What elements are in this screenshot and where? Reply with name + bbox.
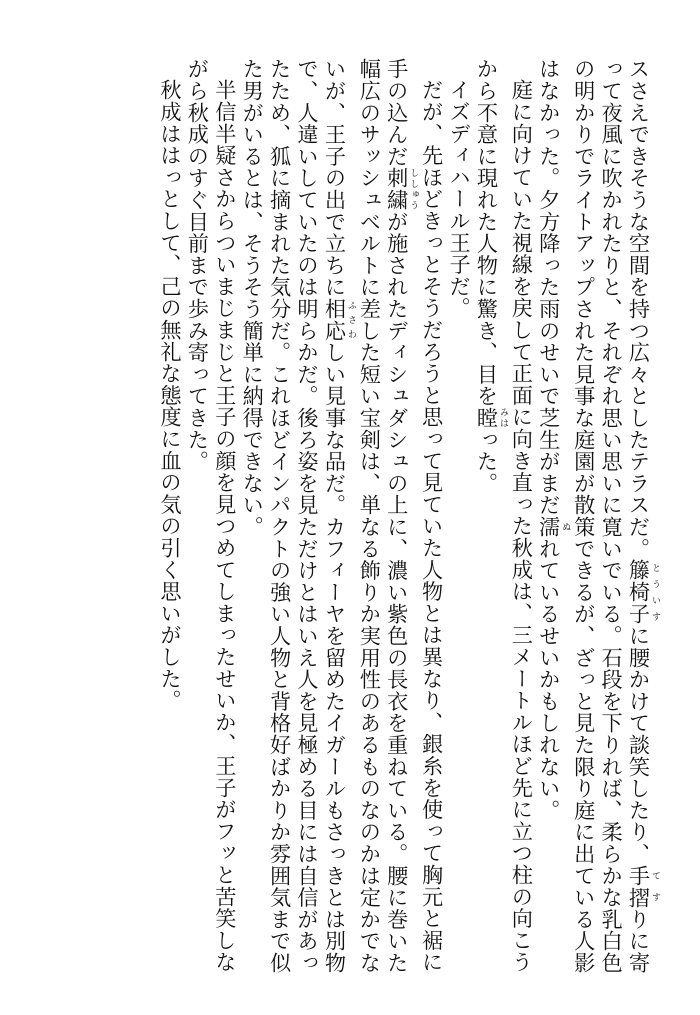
furigana: ししゅう	[408, 167, 419, 211]
text-run: って夜風に吹かれたりと、それぞれ思い思いに寛いでいる。石段を下りれば、柔らかな乳白色	[599, 58, 625, 974]
furigana: みは	[497, 406, 508, 429]
text-line	[383, 58, 419, 974]
text-run: イズディハール王子だ。	[447, 79, 473, 319]
text-run: たため、狐に摘まれた気分だ。これほどインパクトの強い人物と背格好ばかりか雰囲気まで似	[267, 58, 293, 974]
text-run: スさえできそうな空間を持つ広々としたテラスだ。	[626, 58, 652, 560]
paragraph	[473, 58, 535, 973]
text-line	[157, 58, 184, 958]
ruby-word	[384, 167, 419, 211]
text-run: がら秋成のすぐ目前まで歩み寄ってきた。	[185, 58, 211, 473]
furigana: てす	[650, 864, 660, 909]
text-run: 半信半疑さからついまじまじと王子の顔を見つめてしまったせいか、王子がフッと苦笑しな	[212, 79, 238, 973]
ruby-base: 刺繍	[384, 167, 410, 211]
text-line	[446, 58, 473, 958]
paragraph	[446, 58, 473, 958]
paragraph	[535, 58, 660, 974]
vertical-text-body	[20, 58, 660, 974]
ruby-base: 手摺	[626, 864, 652, 909]
text-run: 幅広のサッシュベルトに差した短い宝剣は、単なる飾りか実用性のあるものなのかは定かでな	[357, 58, 383, 974]
text-line	[570, 58, 597, 974]
text-run: った。	[474, 428, 500, 495]
text-run: に腰かけて談笑したり、	[626, 624, 652, 865]
text-line	[473, 58, 508, 958]
text-run: りに寄	[626, 908, 652, 974]
ruby-word	[536, 515, 571, 538]
paragraph	[239, 58, 446, 974]
furigana: ぬ	[560, 515, 571, 538]
text-run: で、人違いしていたのは明らかだ。後ろ姿を見ただけとはいえ人を見極める目には自信があっ	[295, 58, 321, 974]
ruby-word	[626, 864, 660, 909]
text-run: の明かりでライトアップされた見事な庭園が散策できるが、ざっと見た限り庭に出ている人影	[571, 58, 597, 974]
furigana: ふさわ	[345, 297, 356, 342]
text-run: 秋成ははっとして、己の無礼な態度に血の気の引く思いがした。	[158, 79, 183, 712]
text-run: から不意に現れた人物に驚き、目を	[474, 58, 500, 407]
text-run: た男がいるとは、そうそう簡単に納得できない。	[240, 58, 266, 538]
text-run: だが、先ほどきっとそうだろうと思って見ていた人物とは異なり、銀糸を使って胸元と裾に	[419, 79, 445, 973]
paragraph	[184, 58, 239, 973]
ruby-word	[626, 559, 660, 625]
paragraph	[157, 58, 184, 958]
text-run: はなかった。夕方降った雨のせいで芝生がまだ	[536, 58, 562, 516]
text-run: れているせいかもしれない。	[536, 537, 562, 822]
text-run: 手の込んだ	[384, 58, 410, 167]
text-line	[535, 58, 570, 958]
text-line	[211, 58, 238, 973]
text-line	[418, 58, 445, 973]
ruby-base: 瞠	[474, 406, 500, 429]
ruby-base: 濡	[536, 515, 562, 538]
text-run: が施されたディシュダシュの上に、濃い紫色の長衣を重ねている。腰に巻いた	[384, 210, 410, 974]
text-run: 庭に向けていた視線を戻して正面に向き直った秋成は、三メートルほど先に立つ柱の向こう	[509, 79, 535, 973]
ruby-base: 相応	[322, 297, 348, 342]
text-line	[266, 58, 293, 974]
text-line	[321, 58, 356, 974]
furigana: とういす	[650, 559, 660, 625]
text-line	[294, 58, 321, 974]
text-line	[625, 58, 660, 974]
text-run: しい見事な品だ。カフィーヤを留めたイガールもさっきとは別物	[322, 341, 348, 974]
ruby-word	[322, 297, 356, 342]
text-line	[508, 58, 535, 973]
ruby-word	[474, 406, 508, 429]
text-line	[184, 58, 211, 958]
text-line	[598, 58, 625, 974]
ruby-base: 籐椅子	[626, 559, 652, 625]
text-line	[356, 58, 383, 974]
text-run: いが、王子の出で立ちに	[322, 58, 348, 298]
text-line	[239, 58, 266, 958]
